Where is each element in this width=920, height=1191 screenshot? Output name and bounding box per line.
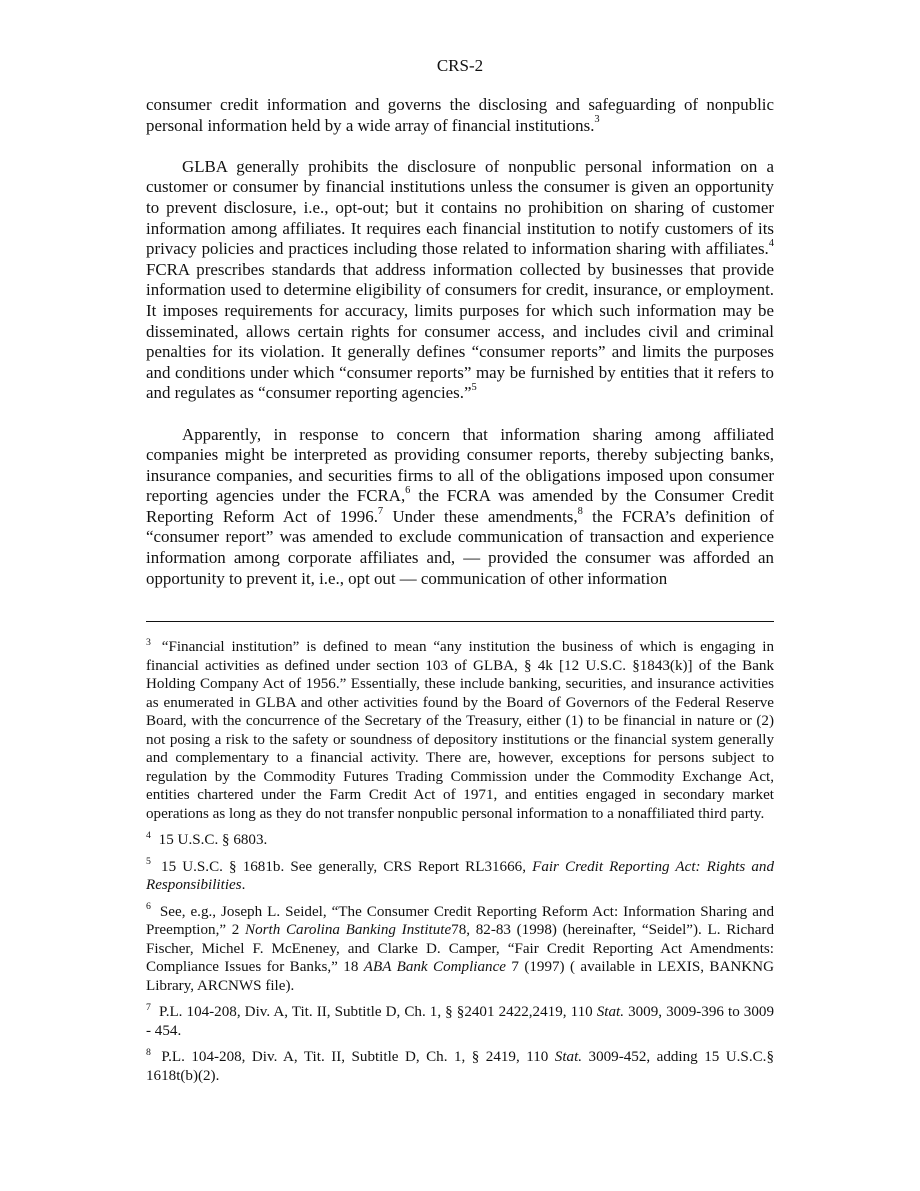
footnote-ref-7: 7 [377,505,384,517]
footnote-number: 6 [146,901,151,913]
footnote-ref-4: 4 [768,237,774,249]
footnote-divider [146,621,774,622]
footnote-text: P.L. 104-208, Div. A, Tit. II, Subtitle D, Ch. 1, § 2419, 110 [154,1049,555,1065]
footnote-text: 3009-452, adding 15 U.S.C.§ 1618t(b)(2). [146,1049,774,1084]
footnote-text: 3009, 3009-396 to 3009 - 454. [146,1004,774,1039]
footnote-text: 7 (1997) ( available in LEXIS, BANKNG Library, ARCNWS file). [146,959,774,994]
footnote-number: 4 [146,829,151,841]
paragraph-3-text-a: Apparently, in response to concern that information sharing among affiliated companies might be interpreted as providing consumer reports, thereby subjecting banks, insurance companies, and securities firms to all of the obligations imposed upon consumer reporting agencies under the FCRA, [146,424,774,506]
paragraph-1 [146,95,774,136]
footnote-ref-6: 6 [405,485,411,497]
footnote-ref-3: 3 [594,114,600,126]
paragraph-2-text-b: FCRA prescribes standards that address information collected by businesses that provide information used to determine eligibility of consumers for credit, insurance, or employment. It imposes requirements for accuracy, limits purposes for which such information may be disseminated, allows certain rights for consumer access, and includes civil and criminal penalties for its violation. It generally defines “consumer reports” and limits the purposes and conditions under which “consumer reports” may be furnished by entities that it refers to and regulates as “consumer reporting agencies.” [146,259,774,403]
footnote-italic-title: ABA Bank Compliance [363,959,506,975]
footnote-number: 5 [146,856,151,868]
footnote-italic-title: Stat. [554,1049,583,1065]
footnote-text: 78, 82-83 (1998) (hereinafter, “Seidel”). L. Richard Fischer, Michel F. McEneney, and Clarke D. Camper, “Fair Credit Reporting Act Amendments: Compliance Issues for Banks,” 18 [146,922,774,975]
paragraph-2-text-a: GLBA generally prohibits the disclosure of nonpublic personal information on a customer or consumer by financial institutions unless the consumer is given an opportunity to prevent disclosure, i.e., opt-out; but it contains no prohibition on sharing of customer information among affiliates. It requires each financial institution to notify customers of its privacy policies and practices including those related to information sharing with affiliates. [146,156,774,259]
footnote-text: . [241,877,246,893]
footnote-6 [146,903,774,996]
paragraph-1-text: consumer credit information and governs the disclosing and safeguarding of nonpublic personal information held by a wide array of financial institutions. [146,95,774,135]
footnote-number: 3 [146,636,151,648]
paragraph-3-text-c: Under these amendments, [383,506,578,526]
paragraph-3 [146,425,774,590]
page-header: CRS-2 [436,56,484,75]
paragraph-2 [146,157,774,404]
footnote-text: P.L. 104-208, Div. A, Tit. II, Subtitle D, Ch. 1, § §2401 2422,2419, 110 [154,1004,597,1020]
footnote-ref-8: 8 [577,505,583,517]
footnote-8 [146,1048,774,1085]
footnote-italic-title: Fair Credit Reporting Act: Rights and Responsibilities [146,858,774,893]
footnote-7 [146,1003,774,1040]
footnote-text: 15 U.S.C. § 1681b. See generally, CRS Report RL31666, [154,858,533,875]
footnote-5 [146,858,774,895]
footnote-text: “Financial institution” is defined to mean “any institution the business of which is engaging in financial activities as defined under section 103 of GLBA, § 4k [12 U.S.C. §1843(k)] of the Bank Holding Company Act of 1956.” Essentially, these include banking, securities, and insurance activities as enumerated in GLBA and other activities found by the Board of Governors of the Federal Reserve Board, with the concurrence of the Secretary of the Treasury, either (1) to be financial in nature or (2) not posing a risk to the safety or soundness of depository institutions or the financial system generally and complementary to a financial activity. There are, however, exceptions for persons subject to regulation by the Commodity Futures Trading Commission under the Commodity Exchange Act, entities chartered under the Farm Credit Act of 1971, and entities engaged in secondary market operations as long as they do not transfer nonpublic personal information to a nonaffiliated third party. [146,639,774,822]
paragraph-3-text-b: the FCRA was amended by the Consumer Credit Reporting Reform Act of 1996. [146,486,774,526]
footnote-number: 8 [146,1046,151,1058]
footnote-italic-title: North Carolina Banking Institute [245,922,452,938]
footnote-text: See, e.g., Joseph L. Seidel, “The Consumer Credit Reporting Reform Act: Information Sharing and Preemption,” 2 [146,903,774,938]
footnotes [146,638,774,1093]
footnote-3 [146,638,774,823]
footnote-text: 15 U.S.C. § 6803. [154,832,268,848]
footnote-ref-5: 5 [471,382,477,394]
paragraph-3-text-d: the FCRA’s definition of “consumer report” was amended to exclude communication of transaction and experience information among corporate affiliates and, — provided the consumer was afforded an opportunity to prevent it, i.e., opt out — communication of other information [146,506,774,588]
footnote-4 [146,831,774,850]
footnote-italic-title: Stat. [596,1004,624,1020]
footnote-number: 7 [146,1001,151,1013]
body-text [146,95,774,610]
